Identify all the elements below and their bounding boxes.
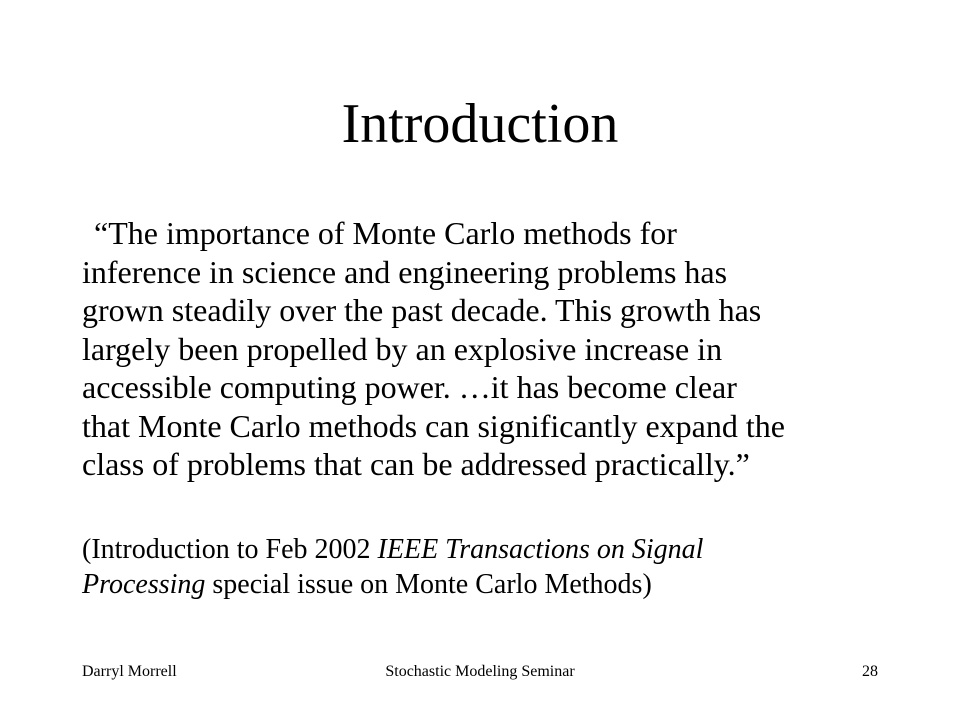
footer-event: Stochastic Modeling Seminar: [385, 663, 575, 680]
footer-author: Darryl Morrell: [82, 663, 177, 680]
quote-line: largely been propelled by an explosive increase in: [82, 330, 723, 367]
citation-suffix: special issue on Monte Carlo Methods): [205, 569, 652, 600]
slide-title: Introduction: [341, 93, 619, 155]
citation-prefix: (Introduction to Feb 2002: [82, 534, 378, 565]
citation-journal-part2: Processing: [82, 569, 206, 600]
citation: [82, 532, 882, 602]
quote-line: class of problems that can be addressed practically.”: [82, 446, 750, 482]
quote-block: [82, 214, 882, 484]
quote-line: accessible computing power. …it has become clear: [82, 369, 737, 405]
citation-line: [82, 532, 882, 567]
quote-line: that Monte Carlo methods can significantly expand the: [82, 407, 785, 444]
quote-line: “The importance of Monte Carlo methods for: [94, 215, 677, 251]
citation-journal-part1: IEEE Transactions on Signal: [377, 534, 704, 565]
footer-page-number: 28: [862, 663, 878, 680]
quote-line: inference in science and engineering problems has: [82, 253, 728, 290]
citation-line: [82, 567, 882, 602]
quote-line: grown steadily over the past decade. This growth has: [82, 292, 762, 328]
